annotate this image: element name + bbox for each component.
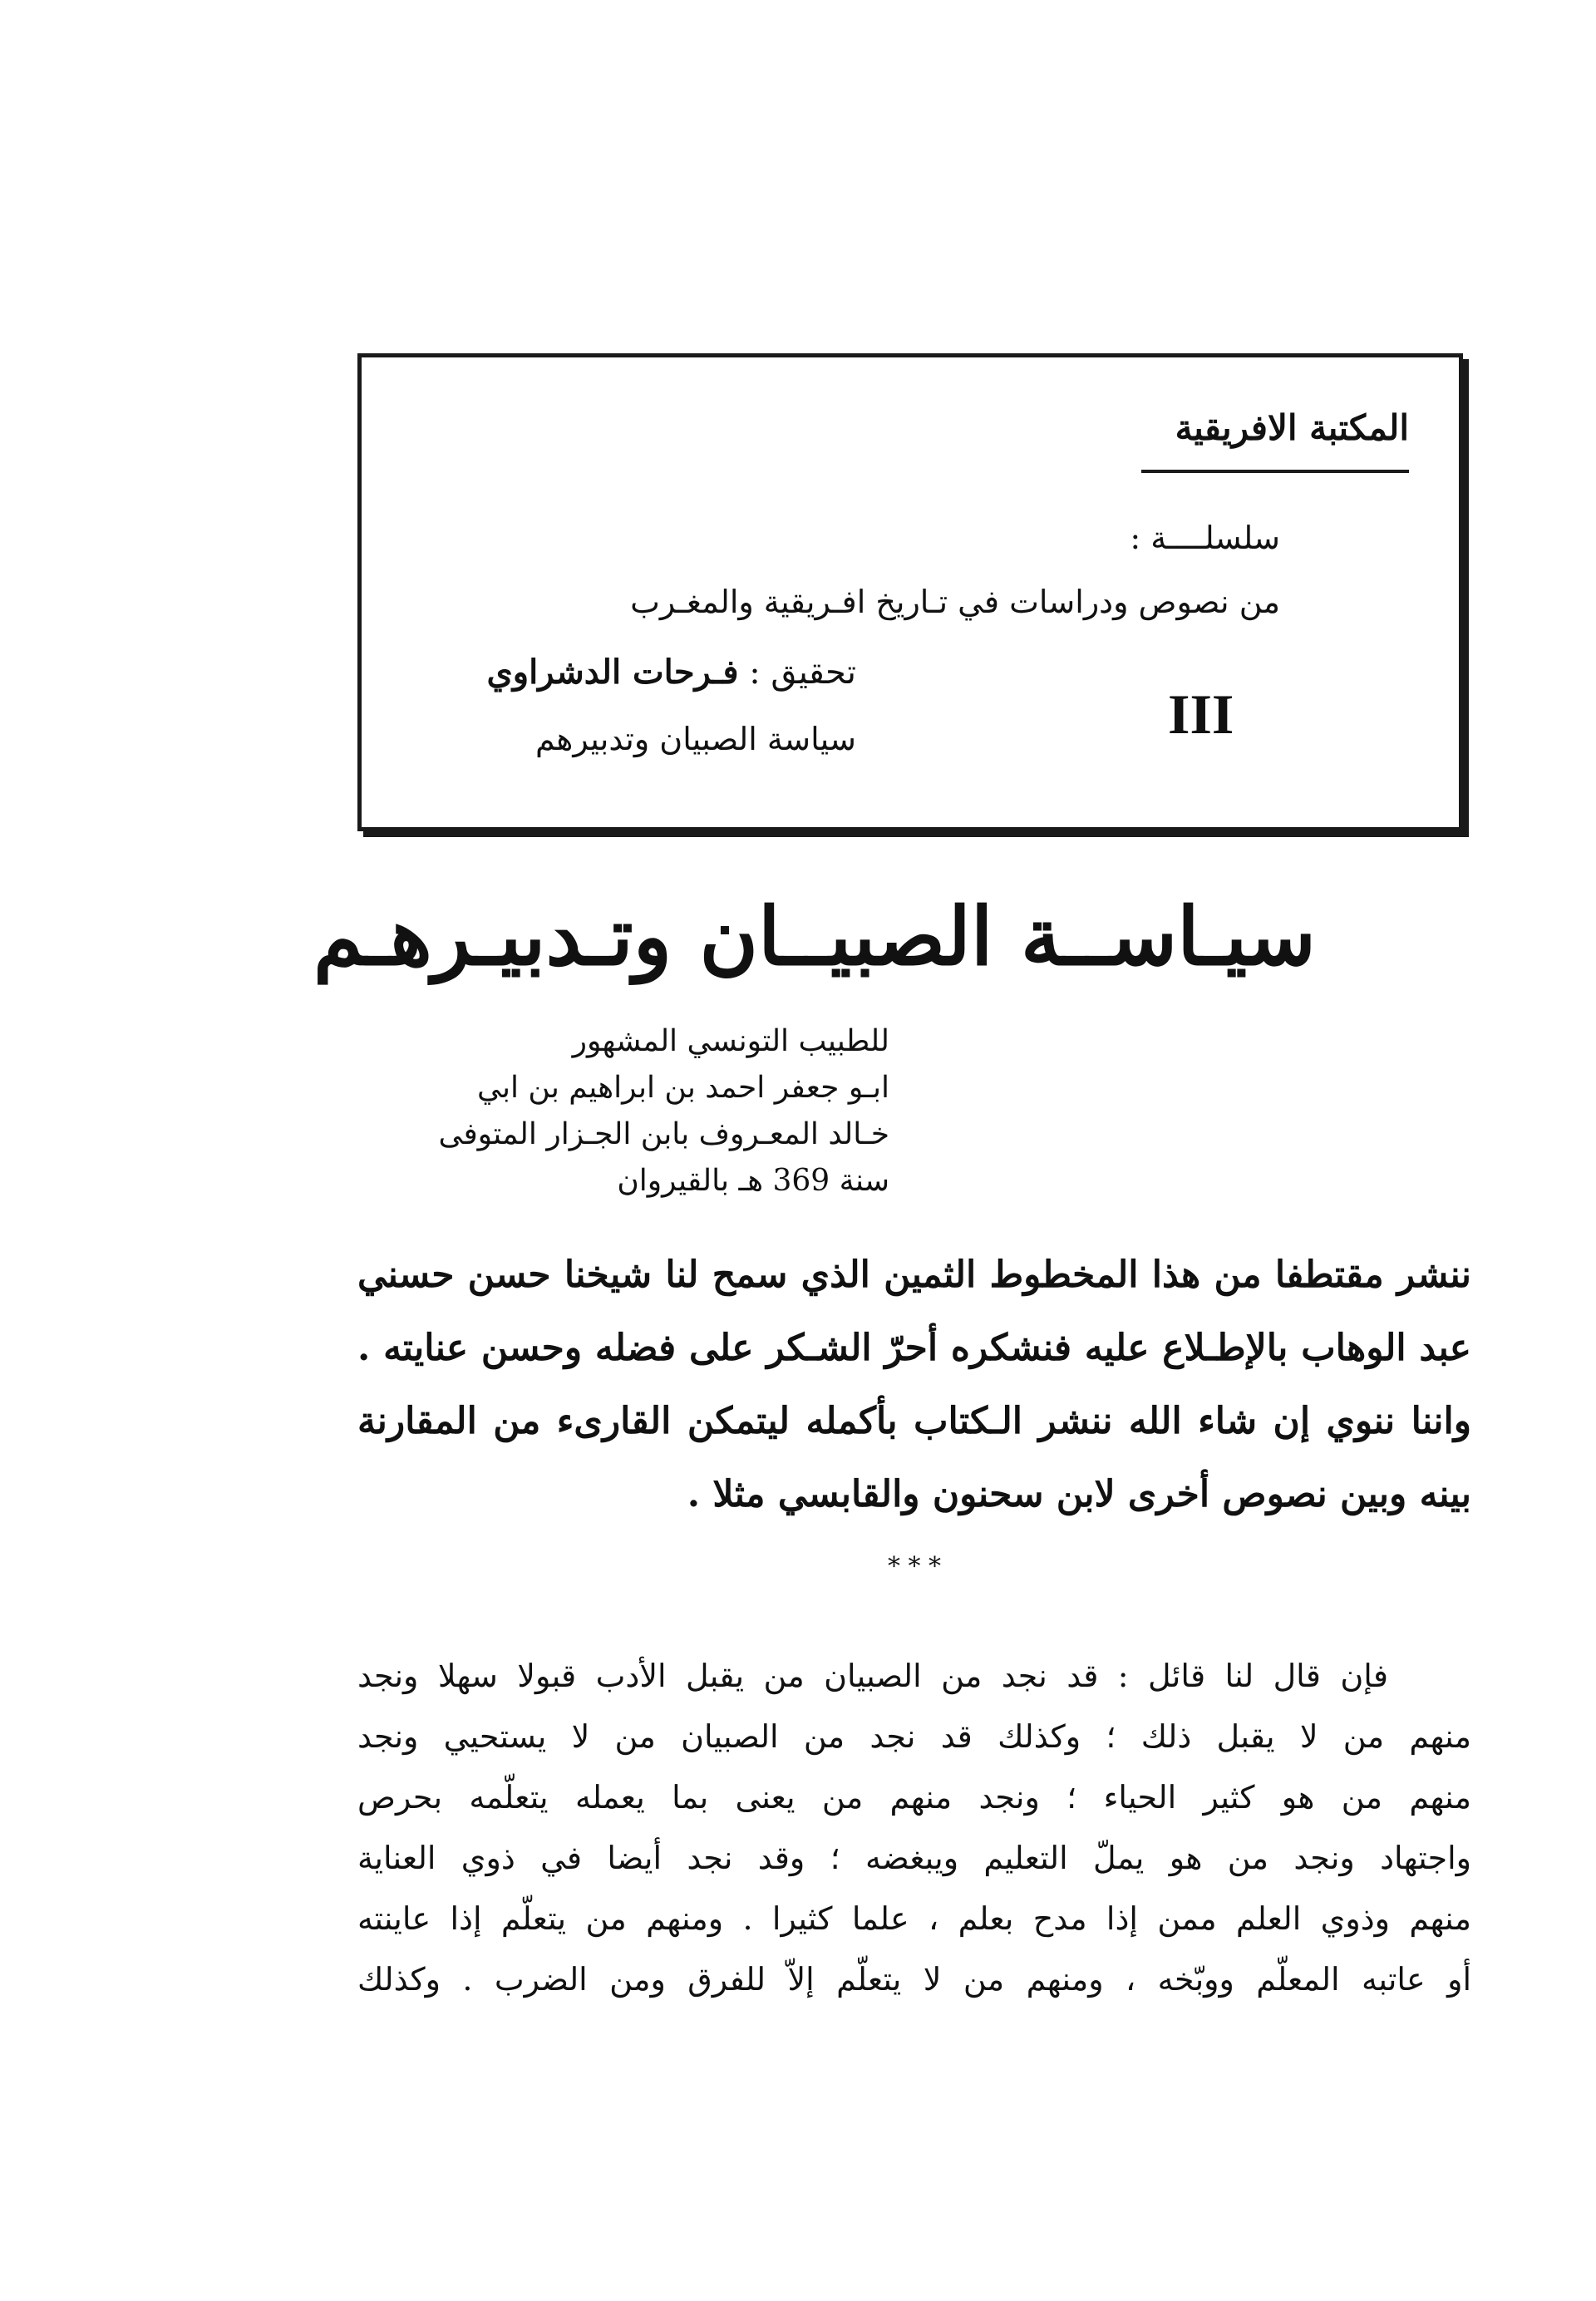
body-line: منهم وذوي العلم ممن إذا مدح بعلم ، علما كثيرا . ومنهم من يتعلّم إذا عاينته	[357, 1900, 1471, 1937]
editor-name: فـرحات الدشراوي	[486, 653, 739, 692]
intro-paragraph: ننشر مقتطفا من هذا المخطوط الثمين الذي سمح لنا شيخنا حسن حسني عبد الوهاب بالإطـلاع عليه فنشكره أحرّ الشـكر على فضله وحسن عنايته . واننا ننوي إن شاء الله ننشر الـكتاب بأكمله ليتمكن القارىء من المقارنة بينه وبين نصوص أخرى لابن سحنون والقابسي مثلا .	[357, 1254, 1471, 1515]
series-box	[357, 353, 1463, 831]
body-line: واجتهاد ونجد من هو يملّ التعليم ويبغضه ؛ وقد نجد أيضا في ذوي العناية	[357, 1840, 1471, 1876]
author-line: سنة 369 هـ بالقيروان	[617, 1164, 889, 1198]
library-heading: المكتبة الافريقية	[1175, 407, 1409, 448]
author-line: ابـو جعفر احمد بن ابراهيم بن ابي	[476, 1071, 889, 1105]
asterism-separator: * * *	[887, 1552, 942, 1581]
body-line: منهم من هو كثير الحياء ؛ ونجد منهم من يعنى بما يعمله يتعلّمه بحرص	[357, 1779, 1471, 1816]
series-name: من نصوص ودراسات في تـاريخ افـريقية والمغـرب	[630, 584, 1280, 620]
body-line: أو عاتبه المعلّم ووبّخه ، ومنهم من لا يتعلّم إلاّ للفرق ومن الضرب . وكذلك	[357, 1961, 1471, 1998]
body-text	[357, 1646, 1471, 2010]
author-line: خـالد المعـروف بابن الجـزار المتوفى	[438, 1117, 889, 1151]
body-line: فإن قال لنا قائل : قد نجد من الصبيان من يقبل الأدب قبولا سهلا ونجد	[357, 1658, 1388, 1694]
editor-label: تحقيق :	[749, 653, 856, 692]
editor-credit	[486, 653, 856, 692]
box-subtitle: سياسة الصبيان وتدبيرهم	[535, 721, 856, 757]
series-label: سلسلــــة :	[1130, 520, 1280, 556]
heading-underline	[1141, 470, 1409, 473]
series-number: III	[1168, 682, 1234, 746]
page-title: سيـاســة الصبيــان وتـدبيـرهـم	[313, 889, 1316, 983]
author-line: للطبيب التونسي المشهور	[572, 1024, 889, 1058]
author-block	[438, 1018, 889, 1205]
body-line: منهم من لا يقبل ذلك ؛ وكذلك قد نجد من الصبيان من لا يستحيي ونجد	[357, 1718, 1471, 1755]
